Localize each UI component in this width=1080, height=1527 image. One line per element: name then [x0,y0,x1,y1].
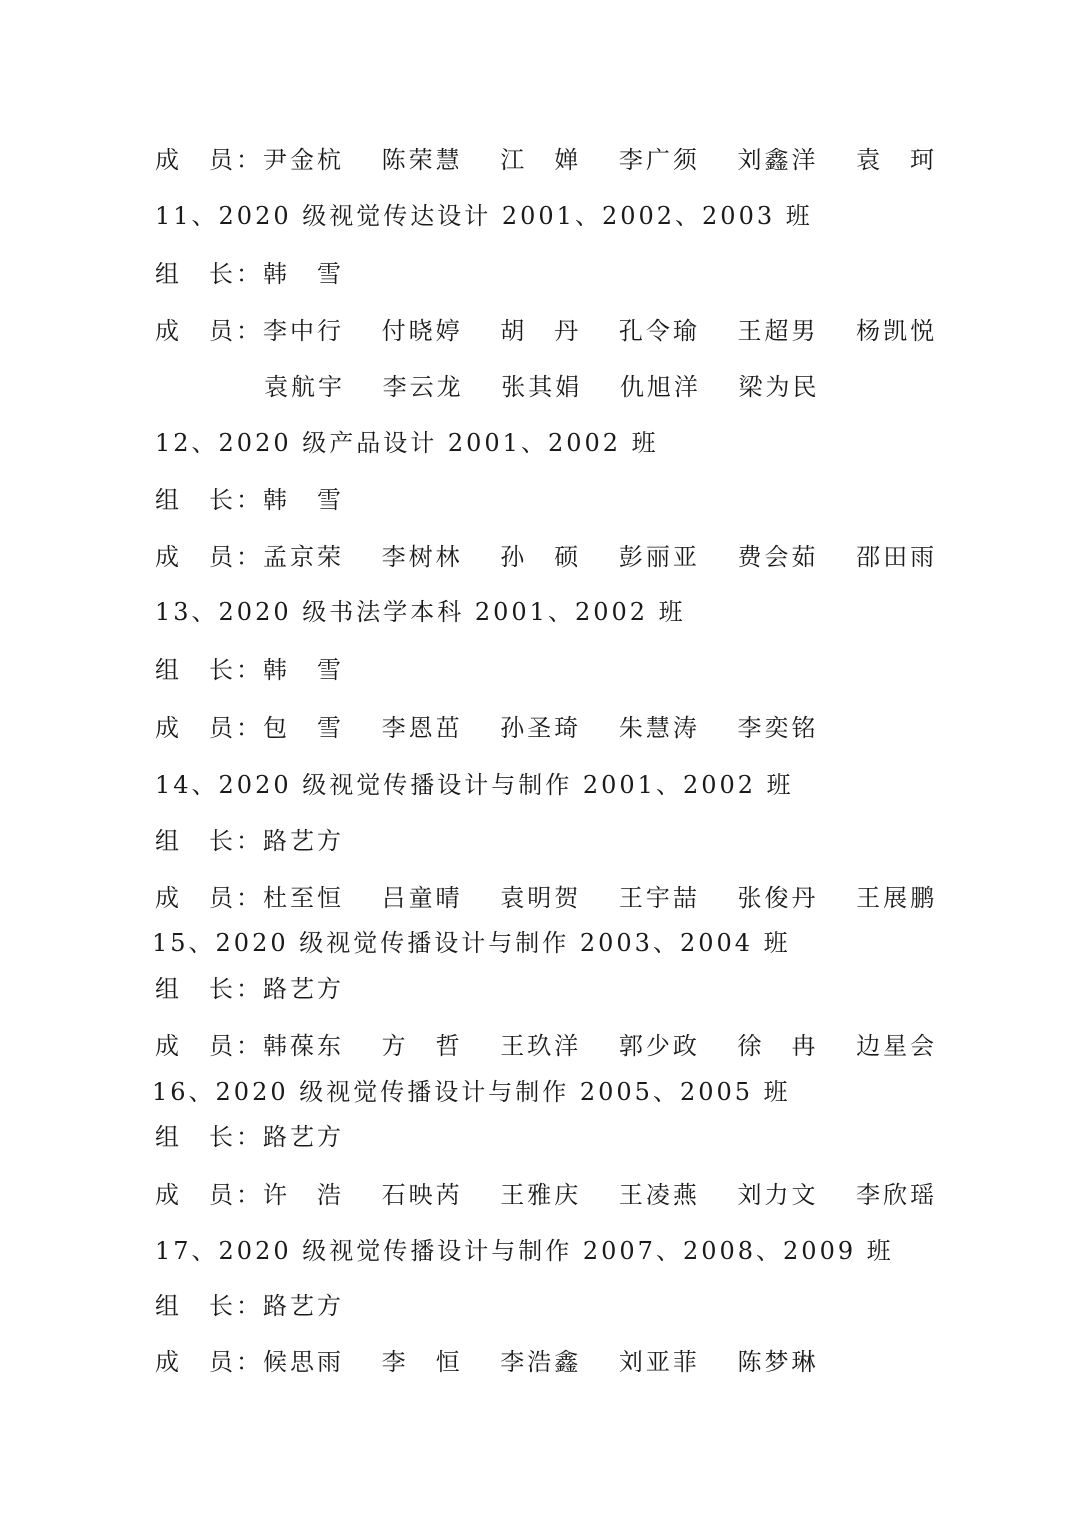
leader-line-13: 组 长：韩 雪 [155,656,344,684]
member-line-15: 成 员：韩葆东 方 哲 王玖洋 郭少政 徐 冉 边星会 [155,1032,938,1060]
group-heading-12: 12、2020 级产品设计 2001、2002 班 [155,429,659,457]
member-line-11-continued: 袁航宇 李云龙 张其娟 仇旭洋 梁为民 [264,373,820,401]
member-line-16: 成 员：许 浩 石映芮 王雅庆 王凌燕 刘力文 李欣瑶 [155,1181,938,1209]
leader-line-16: 组 长：路艺方 [155,1123,344,1151]
member-line-14: 成 员：杜至恒 吕童晴 袁明贺 王宇喆 张俊丹 王展鹏 [155,884,938,912]
member-line-11: 成 员：李中行 付晓婷 胡 丹 孔令瑜 王超男 杨凯悦 [155,317,938,345]
group-heading-17: 17、2020 级视觉传播设计与制作 2007、2008、2009 班 [155,1237,894,1265]
member-line-10: 成 员：尹金杭 陈荣慧 江 婵 李广须 刘鑫洋 袁 珂 [155,146,938,174]
group-heading-14: 14、2020 级视觉传播设计与制作 2001、2002 班 [155,771,794,799]
member-line-12: 成 员：孟京荣 李树林 孙 硕 彭丽亚 费会茹 邵田雨 [155,543,938,571]
leader-line-15: 组 长：路艺方 [155,975,344,1003]
group-heading-16: 16、2020 级视觉传播设计与制作 2005、2005 班 [152,1078,791,1106]
group-heading-11: 11、2020 级视觉传达设计 2001、2002、2003 班 [155,202,813,230]
group-heading-13: 13、2020 级书法学本科 2001、2002 班 [155,598,686,626]
leader-line-14: 组 长：路艺方 [155,827,344,855]
member-line-13: 成 员：包 雪 李恩茁 孙圣琦 朱慧涛 李奕铭 [155,714,819,742]
leader-line-17: 组 长：路艺方 [155,1292,344,1320]
member-line-17: 成 员：候思雨 李 恒 李浩鑫 刘亚菲 陈梦琳 [155,1348,819,1376]
leader-line-12: 组 长：韩 雪 [155,486,344,514]
group-heading-15: 15、2020 级视觉传播设计与制作 2003、2004 班 [152,929,791,957]
leader-line-11: 组 长：韩 雪 [155,260,344,288]
